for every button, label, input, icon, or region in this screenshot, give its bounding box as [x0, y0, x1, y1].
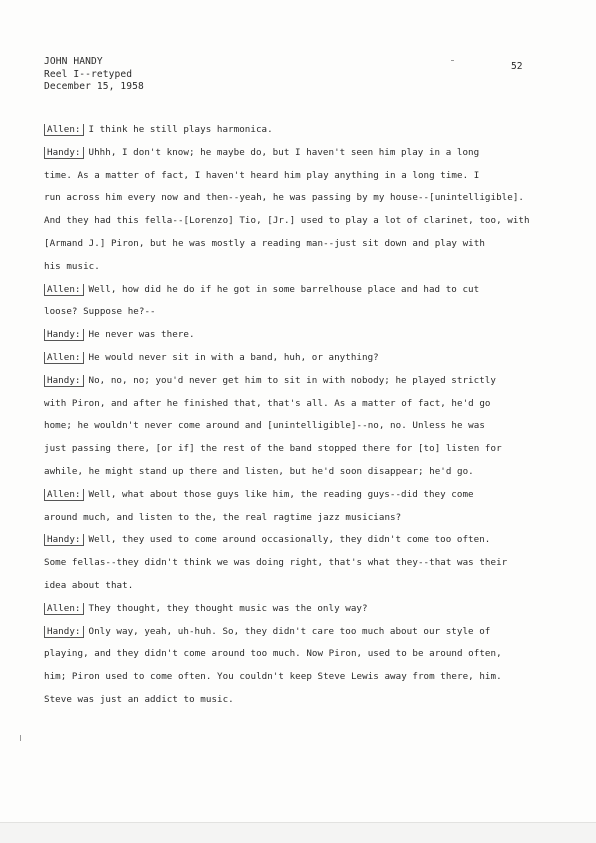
transcript-line [44, 580, 133, 592]
line-text: awhile, he might stand up there and listen, but he'd soon disappear; he'd go. [44, 466, 474, 477]
transcript-line [44, 329, 195, 341]
scan-speck [20, 735, 21, 741]
line-text: Some fellas--they didn't think we was doing right, that's what they--that was their [44, 557, 508, 569]
transcript-line [44, 648, 502, 660]
line-text: his music. [44, 260, 100, 272]
line-text: Well, how did he do if he got in some barrelhouse place and had to cut [88, 283, 480, 295]
transcript-line [44, 215, 530, 227]
line-text: [Armand J.] Piron, but he was mostly a reading man--just sit down and play with [44, 238, 485, 249]
transcript-line [44, 306, 156, 318]
transcript-line [44, 603, 368, 615]
reel-info: Reel I--retyped [44, 68, 133, 80]
page-number: 52 [511, 61, 523, 72]
document-header [44, 56, 144, 94]
line-text: And they had this fella--[Lorenzo] Tio, [Jr.] used to play a lot of clarinet, too, with [44, 215, 530, 227]
speaker-label: Allen: [44, 284, 84, 296]
transcript-line [44, 398, 491, 410]
transcript-line [44, 170, 479, 182]
line-text: playing, and they didn't come around too much. Now Piron, used to be around often, [44, 648, 502, 660]
line-text: He never was there. [88, 329, 195, 341]
transcript-line [44, 489, 474, 501]
line-text: idea about that. [44, 580, 134, 591]
transcript-line [44, 443, 502, 455]
speaker-label: Allen: [44, 124, 84, 136]
speaker-label: Allen: [44, 489, 84, 501]
transcript-line [44, 284, 479, 296]
line-text: Only way, yeah, uh-huh. So, they didn't care too much about our style of [88, 625, 491, 637]
speaker-label: Handy: [44, 329, 84, 341]
transcript-line [44, 626, 490, 638]
transcript-line [44, 534, 490, 546]
transcript-line [44, 147, 479, 159]
transcript-line [44, 124, 273, 136]
transcript-line [44, 466, 474, 478]
scan-speck [451, 60, 454, 61]
transcript-line [44, 420, 485, 432]
transcript-line [44, 352, 379, 364]
line-text: around much, and listen to the, the real ragtime jazz musicians? [44, 511, 402, 523]
line-text: I think he still plays harmonica. [88, 124, 273, 135]
line-text: Uhhh, I don't know; he maybe do, but I haven't seen him play in a long [88, 146, 480, 158]
speaker-label: Handy: [44, 626, 84, 638]
line-text: Well, what about those guys like him, the reading guys--did they come [88, 488, 474, 500]
transcript-line [44, 557, 507, 569]
speaker-label: Allen: [44, 603, 84, 615]
transcript-line [44, 261, 100, 273]
line-text: time. As a matter of fact, I haven't heard him play anything in a long time. I [44, 169, 480, 181]
line-text: Steve was just an addict to music. [44, 694, 234, 705]
line-text: They thought, they thought music was the only way? [88, 602, 368, 614]
transcript-line [44, 375, 496, 387]
transcript-line [44, 512, 401, 524]
line-text: home; he wouldn't never come around and [unintelligible]--no, no. Unless he was [44, 420, 485, 432]
transcript-line [44, 671, 502, 683]
speaker-label: Allen: [44, 352, 84, 364]
line-text: loose? Suppose he?-- [44, 306, 156, 318]
line-text: with Piron, and after he finished that, that's all. As a matter of fact, he'd go [44, 397, 491, 409]
line-text: He would never sit in with a band, huh, or anything? [88, 352, 379, 363]
line-text: him; Piron used to come often. You couldn't keep Steve Lewis away from there, him. [44, 671, 502, 683]
line-text: just passing there, [or if] the rest of the band stopped there for [to] listen for [44, 443, 502, 455]
transcript-line [44, 238, 485, 250]
transcript-line [44, 192, 524, 204]
transcript-line [44, 694, 234, 706]
line-text: Well, they used to come around occasionally, they didn't come too often. [88, 534, 491, 546]
line-text: run across him every now and then--yeah, he was passing by my house--[unintelligible]. [44, 192, 524, 204]
interviewee-name: JOHN HANDY [44, 56, 103, 67]
interview-date: December 15, 1958 [44, 81, 144, 92]
scan-bottom-edge [0, 822, 596, 843]
speaker-label: Handy: [44, 147, 84, 159]
line-text: No, no, no; you'd never get him to sit in with nobody; he played strictly [88, 374, 496, 386]
speaker-label: Handy: [44, 534, 84, 546]
speaker-label: Handy: [44, 375, 84, 387]
